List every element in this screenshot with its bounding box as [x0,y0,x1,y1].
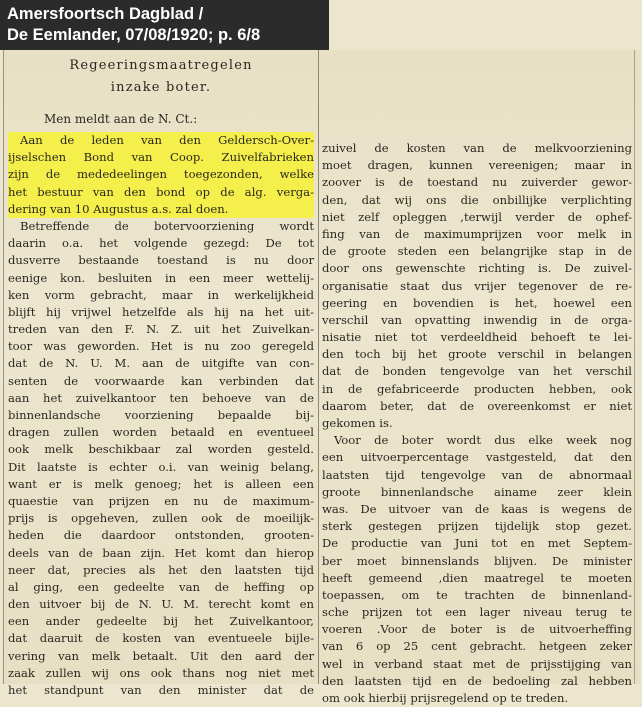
article-text-line: den uitvoer bij de N. U. M. terecht komt en [8,597,314,612]
article-text-line: daarom beter, dat de overeenkomst er niet [322,398,632,413]
article-text-line: een ander gedeelte bij het Zuivelkantoor, [8,614,314,629]
article-text-line: ber moet binnenslands blijven. De minister [322,553,632,568]
article-text-line: al ging, een gedeelte van de heffing op [8,579,314,594]
article-text-line: gekomen is. [322,416,393,430]
article-text-line: verschil van opvatting inwendig in de orga- [322,312,632,327]
article-text-line: zoover is de toestand nu zuiverder gewor- [322,175,632,190]
article-text-line: dat daaruit de kosten van eventueele bijle- [8,631,314,646]
article-text-line: dragen zullen worden betaald en eventueel [8,425,314,440]
article-text-line: De productie van Juni tot en met Septem- [322,536,632,551]
article-text-line: dat de bonden tengevolge van het verschil [322,364,632,379]
article-text-line: geering en bovendien is het, hoewel een [322,295,632,310]
article-text-line: nisatie niet tot verdeeldheid behoeft te lei- [322,330,632,345]
left-column-body [8,218,314,699]
article-text-line: daarin o.a. het volgende gezegd: De tot [8,236,314,251]
article-text-line: heeft gemeend ,dien maatregel te moeten [322,570,632,585]
article-text-line: moet dragen, kunnen vereenigen; maar in [322,158,632,173]
article-text-line: binnenlandsche voorziening bepaalde bij- [8,408,314,422]
article-text-line: door ons gewenschte richting is. De zuivel- [322,261,632,276]
article-text-line: dusverre bestaande toestand is nu door [8,253,314,268]
article-text-line: senten de voorwaarde kan verbinden dat [8,373,314,388]
article-text-line: ook melk beschikbaar zal worden gesteld. [8,442,314,457]
article-text-line: was. De uitvoer van de kaas is wegens de [322,501,632,516]
article-text-line: den, dat wij ons die onbillijke verplichting [322,192,632,207]
article-text-line: zaak zullen wij ons ook thans nog niet met [8,665,314,680]
highlighted-text-line: Aan de leden van den Geldersch-Over- [8,132,314,149]
article-text-line: van 6 op 25 cent gebracht. hetgeen zeker [322,639,632,654]
article-text-line: quaestie van prijzen en nu de maximum- [8,493,314,508]
source-caption [0,0,329,50]
article-text-line: niet zelf opleggen ,terwijl verder de ophef- [322,209,632,224]
article-text-line: voeren .Voor de boter is de uitvoerheffing [322,622,632,637]
article-text-line: fing van de maximumprijzen voor melk in [322,226,632,241]
highlighted-text-line: ijselschen Bond van Coop. Zuivelfabrieken [8,149,314,166]
article-text-line: zuivel de kosten van de melkvoorziening [322,141,632,155]
article-text-line: groote binnenlandsche ainame zeer klein [322,484,632,499]
right-column-body [322,140,632,707]
article-text-line: toor was geworden. Het is nu zoo geregeld [8,339,314,354]
article-column-right [322,140,632,707]
article-text-line: het standpunt van den minister dat de [8,683,314,697]
highlighted-text-line: het bestuur van den bond op de alg. verga- [8,184,314,201]
source-caption-line2: De Eemlander, 07/08/1920; p. 6/8 [7,26,261,44]
article-text-line: heden die daardoor ontstonden, grooten- [8,528,314,543]
article-text-line: treden van den F. N. Z. uit het Zuivelkan- [8,322,314,337]
article-text-line: in de gefabriceerde producten hebben, ook [322,381,632,396]
highlighted-text-line: zijn de mededeelingen toegezonden, welke [8,166,314,183]
article-text-line: den toch bij het groote verschil in belangen [322,347,632,362]
article-text-line: Betreffende de botervoorziening wordt [20,218,314,233]
article-text-line: organisatie staat dus vrijer tegenover de re- [322,278,632,293]
highlighted-paragraph [8,132,314,218]
article-text-line: de groote steden een belangrijke stap in de [322,244,632,259]
article-column-left [8,55,314,699]
article-text-line: ken vorm gebracht, maar in werkelijkheid [8,287,314,302]
column-rule-right [634,50,635,684]
column-rule-middle [318,50,319,684]
article-text-line: neer dat, precies als het den laatsten tijd [8,562,314,577]
source-caption-line1: Amersfoortsch Dagblad / [7,5,204,23]
article-text-line: Dit laatste is echter o.i. van weinig belang, [8,459,314,474]
article-text-line: eenige kon. besluiten in een meer wettelij- [8,270,314,285]
article-text-line: wel in verband staat met de prijsstijging van [322,656,632,671]
article-text-line: vering van melk betaalt. Uit den aard der [8,648,314,663]
article-text-line: aan het zuivelkantoor ten behoeve van de [8,390,314,405]
article-text-line: prijs is opgeheven, zullen ook de moeilijk- [8,511,314,526]
article-text-line: want er is melk genoeg; het is alleen een [8,476,314,491]
article-title-line2: inzake boter. [110,80,212,95]
article-text-line: om ook hierbij prijsregelend op te treden. [322,691,569,705]
column-rule-left [3,50,4,684]
article-text-line: Voor de boter wordt dus elke week nog [334,433,632,448]
article-title-line1: Regeeringsmaatregelen [69,58,253,73]
article-text-line: laatsten tijd tengevolge van de abnormaal [322,467,632,482]
article-text-line: blijft hij vrijwel hetzelfde als hij na het uit- [8,304,314,319]
article-text-line: een uitvoerpercentage vastgesteld, dat den [322,450,632,465]
highlighted-text-line: dering van 10 Augustus a.s. zal doen. [8,201,314,218]
article-text-line: sche prijzen tot een lager niveau terug te [322,605,632,620]
article-text-line: den laatsten tijd en de bedoeling zal hebben [322,673,632,688]
article-text-line: deels van de baan zijn. Het komt dan hierop [8,545,314,560]
article-text-line: dat de N. U. M. aan de uitgifte van con- [8,356,314,371]
article-text-line: toepassen, om te trachten de binnenland- [322,587,632,602]
article-lead: Men meldt aan de N. Ct.: [44,112,198,126]
article-text-line: sterk gestegen prijzen tijdelijk stop gezet. [322,519,632,534]
